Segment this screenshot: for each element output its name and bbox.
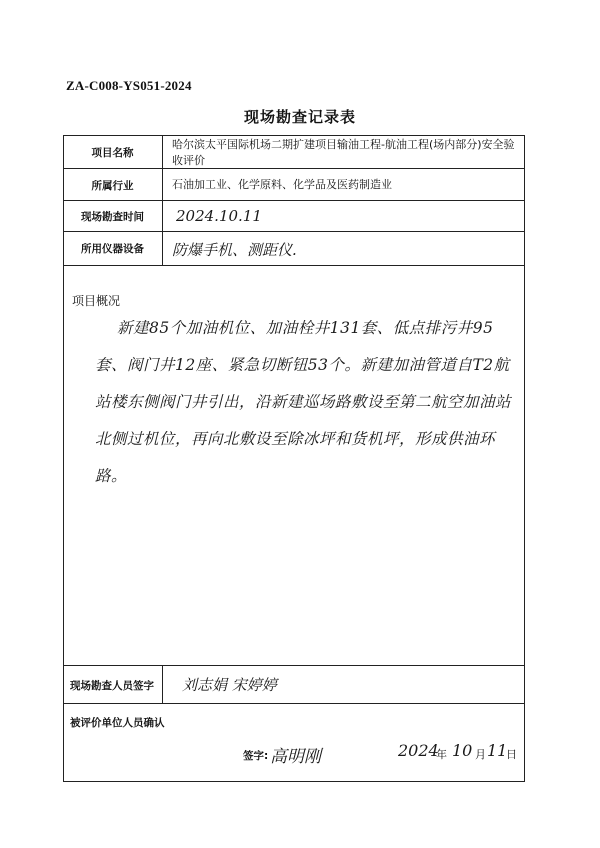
confirm-year: 2024 <box>398 741 439 760</box>
surveyor-signature-label: 现场勘查人员签字 <box>70 680 154 692</box>
summary-text: 新建85个加油机位、加油栓井131套、低点排污井95套、阀门井12座、紧急切断钮53个。新建加油管道自T2航站楼东侧阀门井引出，沿新建巡场路敷设至第二航空加油站北侧过机位，再向北敷设至除冰坪和货机坪，形成供油环路。 <box>95 319 512 485</box>
row-divider <box>63 200 525 201</box>
survey-date-value: 2024.10.11 <box>176 207 262 225</box>
document-code: ZA-C008-YS051-2024 <box>66 78 192 93</box>
industry-label: 所属行业 <box>91 180 134 192</box>
industry-value: 石油加工业、化学原料、化学品及医药制造业 <box>172 178 392 191</box>
month-char: 月 <box>475 748 486 761</box>
unit-confirmation-label: 被评价单位人员确认 <box>70 717 165 729</box>
project-name-label: 项目名称 <box>91 147 134 159</box>
sign-label: 签字: <box>243 750 269 762</box>
project-name-value: 哈尔滨太平国际机场二期扩建项目输油工程-航油工程(场内部分)安全验收评价 <box>172 138 515 167</box>
summary-label: 项目概况 <box>72 294 121 308</box>
instrument-value: 防爆手机、测距仪. <box>172 241 297 259</box>
row-divider <box>63 703 525 704</box>
confirm-day: 11 <box>487 741 508 760</box>
row-divider <box>63 265 525 266</box>
survey-date-label: 现场勘查时间 <box>81 211 144 223</box>
unit-signature: 高明刚 <box>270 747 321 767</box>
column-divider <box>162 665 163 703</box>
page-title: 现场勘查记录表 <box>243 108 356 126</box>
surveyor-signature: 刘志娟 宋婷婷 <box>182 676 277 694</box>
row-divider <box>63 665 525 666</box>
column-divider <box>162 135 163 265</box>
row-divider <box>63 231 525 232</box>
instrument-label: 所用仪器设备 <box>81 243 144 255</box>
day-char: 日 <box>506 748 517 761</box>
confirm-month: 10 <box>452 741 473 760</box>
year-char: 年 <box>436 748 447 761</box>
